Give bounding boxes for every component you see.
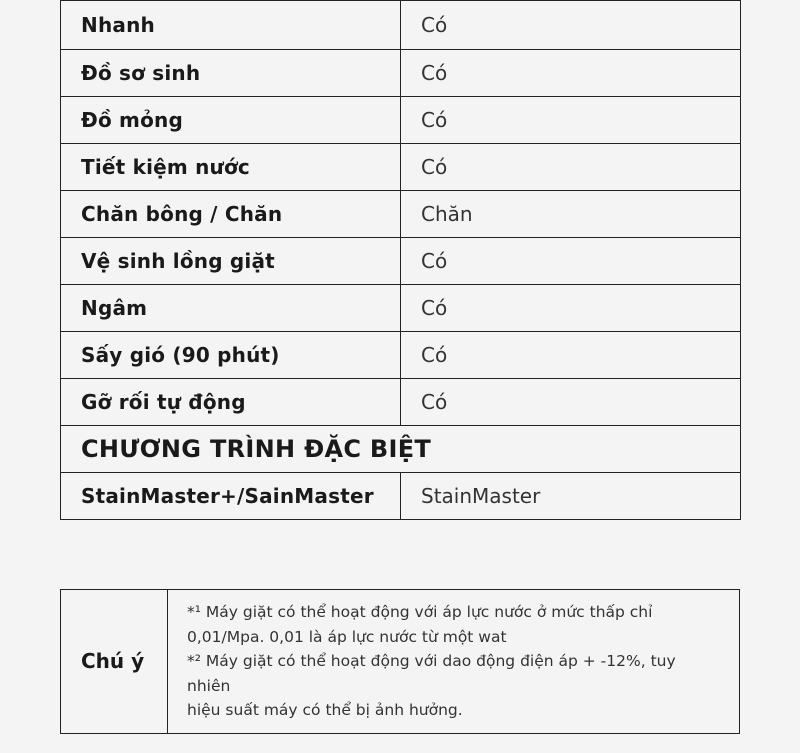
note-line: hiệu suất máy có thể bị ảnh hưởng.: [187, 701, 463, 719]
spec-value: StainMaster: [401, 473, 741, 520]
section-title: CHƯƠNG TRÌNH ĐẶC BIỆT: [61, 426, 741, 473]
table-row: [61, 50, 741, 97]
table-row: [61, 379, 741, 426]
spec-value: Có: [401, 97, 741, 144]
spec-label: Nhanh: [61, 1, 401, 50]
note-line: *¹ Máy giặt có thể hoạt động với áp lực nước ở mức thấp chỉ: [187, 603, 653, 621]
spec-label: Vệ sinh lồng giặt: [61, 238, 401, 285]
notes-label: Chú ý: [61, 590, 168, 734]
table-row: [61, 97, 741, 144]
spec-value: Có: [401, 332, 741, 379]
spec-label: Gỡ rối tự động: [61, 379, 401, 426]
notes-body: [168, 590, 740, 734]
spec-value: Có: [401, 144, 741, 191]
spec-label: Đồ mỏng: [61, 97, 401, 144]
spec-label: Đồ sơ sinh: [61, 50, 401, 97]
note-line: *² Máy giặt có thể hoạt động với dao động điện áp + -12%, tuy nhiên: [187, 652, 676, 695]
spec-label: Tiết kiệm nước: [61, 144, 401, 191]
table-row: [61, 144, 741, 191]
table-row: [61, 332, 741, 379]
spec-value: Chăn: [401, 191, 741, 238]
section-header-row: [61, 426, 741, 473]
spec-value: Có: [401, 379, 741, 426]
spec-table: [60, 0, 741, 520]
table-row: [61, 473, 741, 520]
table-row: [61, 238, 741, 285]
table-row: [61, 1, 741, 50]
spec-label: Sấy gió (90 phút): [61, 332, 401, 379]
notes-table: [60, 589, 740, 734]
spec-value: Có: [401, 285, 741, 332]
table-row: [61, 191, 741, 238]
spec-value: Có: [401, 1, 741, 50]
spec-value: Có: [401, 50, 741, 97]
note-line: 0,01/Mpa. 0,01 là áp lực nước từ một wat: [187, 627, 507, 646]
spec-label: Ngâm: [61, 285, 401, 332]
spec-label: StainMaster+/SainMaster: [61, 473, 401, 520]
table-row: [61, 285, 741, 332]
notes-row: [61, 590, 740, 734]
spec-value: Có: [401, 238, 741, 285]
spec-label: Chăn bông / Chăn: [61, 191, 401, 238]
